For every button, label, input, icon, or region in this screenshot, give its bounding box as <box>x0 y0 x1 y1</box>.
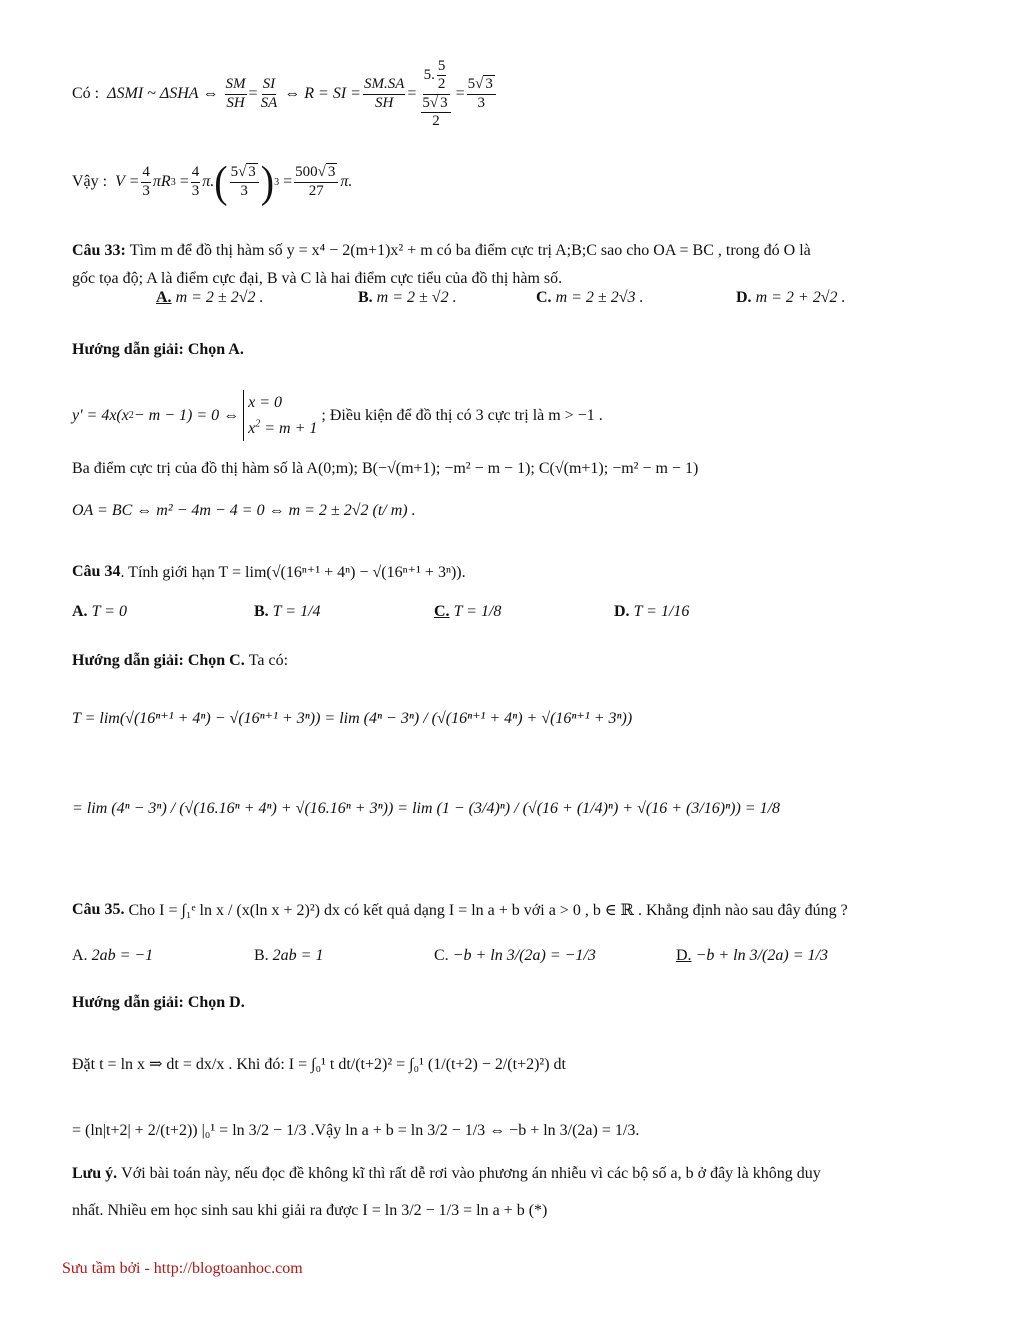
q35-step1: Đặt t = ln x ⇒ dt = dx/x . Khi đó: I = ∫₀¹ t dt/(t+2)² = ∫₀¹ (1/(t+2) − 2/(t+2)²) dt <box>72 1056 566 1073</box>
q34-option-a: A. T = 0 <box>72 603 127 620</box>
q33-option-a: A. m = 2 ± 2√2 . <box>156 289 264 306</box>
q34-step2: = lim (4ⁿ − 3ⁿ) / (√(16.16ⁿ + 4ⁿ) + √(16.16ⁿ + 3ⁿ)) = lim (1 − (3/4)ⁿ) / (√(16 + (1/4)ⁿ) + √(16 + (3/16)ⁿ)) = 1/8 <box>72 800 781 817</box>
q33-step3: OA = BC ⇔ m² − 4m − 4 = 0 ⇔ m = 2 ± 2√2 (t/ m) . <box>72 502 416 519</box>
q33-option-d: D. m = 2 + 2√2 . <box>736 289 846 306</box>
q33-step2: Ba điểm cực trị của đồ thị hàm số là A(0;m); B(−√(m+1); −m² − m − 1); C(√(m+1); −m² − m − 1) <box>72 460 699 477</box>
q35-text: Câu 35. Cho I = ∫₁ᵉ ln x / (x(ln x + 2)²) dx có kết quả dạng I = ln a + b với a > 0 , b ∈ ℝ . Khẳng định nào sau đây đúng ? <box>72 901 848 919</box>
q32-line1: Có : ΔSMI ~ ΔSHA ⇔ $\frac{SM}{SH}$ = $\frac{SI}{SA}$ ⇔ R = SI = $\frac{SM.SA}{SH}$ = 5. $\frac{5}{2}$ $\frac{5√ 3}{2}$ = $\frac{5√ 3}{3}$ <box>72 58 498 130</box>
footer-credit: Sưu tầm bởi - http://blogtoanhoc.com <box>62 1260 303 1277</box>
q35-guide: Hướng dẫn giải: Chọn D. <box>72 994 245 1011</box>
q33-text-1 <box>72 242 811 260</box>
q33-option-b: B. m = 2 ± √2 . <box>358 289 457 306</box>
q35-note-2: nhất. Nhiều em học sinh sau khi giải ra được I = ln 3/2 − 1/3 = ln a + b (*) <box>72 1202 548 1219</box>
q32-line2-prefix: Vậy : <box>72 173 108 190</box>
document-page <box>72 0 972 1325</box>
q35-option-d: D. −b + ln 3/(2a) = 1/3 <box>676 947 828 964</box>
q34-option-b: B. T = 1/4 <box>254 603 321 620</box>
q33-text-2: gốc tọa độ; A là điểm cực đại, B và C là hai điểm cực tiểu của đồ thị hàm số. <box>72 270 563 287</box>
q33-option-c: C. m = 2 ± 2√3 . <box>536 289 644 306</box>
q33-step1: y' = 4x(x 2 − m − 1) = 0 ⇔ x = 0 $x^2 = m + 1$ ; Điều kiện để đồ thị có 3 cực trị là m > −1 . <box>72 390 603 441</box>
q34-text: Câu 34 . Tính giới hạn T = lim(√(16ⁿ⁺¹ + 4ⁿ) − √(16ⁿ⁺¹ + 3ⁿ)). <box>72 563 466 581</box>
q34-option-d: D. T = 1/16 <box>614 603 690 620</box>
q33-step1-text: ; Điều kiện để đồ thị có 3 cực trị là m > −1 . <box>321 406 603 424</box>
q33-guide: Hướng dẫn giải: Chọn A. <box>72 341 244 358</box>
q35-option-b: B. 2ab = 1 <box>254 947 324 964</box>
q34-guide: Hướng dẫn giải: Chọn C. Ta có: <box>72 652 289 669</box>
q33-text: Tìm m để đồ thị hàm số y = x⁴ − 2(m+1)x² + m có ba điểm cực trị A;B;C sao cho OA = BC , trong đó O là <box>129 242 811 259</box>
q33-label: Câu 33: <box>72 242 126 259</box>
q32-prefix: Có : <box>72 85 100 102</box>
q34-option-c: C. T = 1/8 <box>434 603 502 620</box>
q35-step2: = (ln|t+2| + 2/(t+2)) |₀¹ = ln 3/2 − 1/3 .Vậy ln a + b = ln 3/2 − 1/3 ⇔ −b + ln 3/(2a) = 1/3. <box>72 1122 640 1139</box>
q32-line2: Vậy : V = $\frac{4}{3}$ πR 3 = $\frac{4}{3}$ π. ( $\frac{5√ 3}{3}$ ) 3 = $\frac{500√ 3}{27}$ π. <box>72 162 352 202</box>
q35-label: Câu 35. <box>72 901 125 918</box>
q35-option-a: A. 2ab = −1 <box>72 947 154 964</box>
q34-step1: T = lim(√(16ⁿ⁺¹ + 4ⁿ) − √(16ⁿ⁺¹ + 3ⁿ)) = lim (4ⁿ − 3ⁿ) / (√(16ⁿ⁺¹ + 4ⁿ) + √(16ⁿ⁺¹ + 3ⁿ)) <box>72 710 633 727</box>
note-label: Lưu ý. <box>72 1165 118 1182</box>
q35-option-c: C. −b + ln 3/(2a) = −1/3 <box>434 947 596 964</box>
q35-note-1: Lưu ý. Với bài toán này, nếu đọc đề không kĩ thì rất dễ rơi vào phương án nhiễu vì các bộ số a, b ở đây là không duy <box>72 1165 821 1182</box>
q34-label: Câu 34 <box>72 563 121 580</box>
